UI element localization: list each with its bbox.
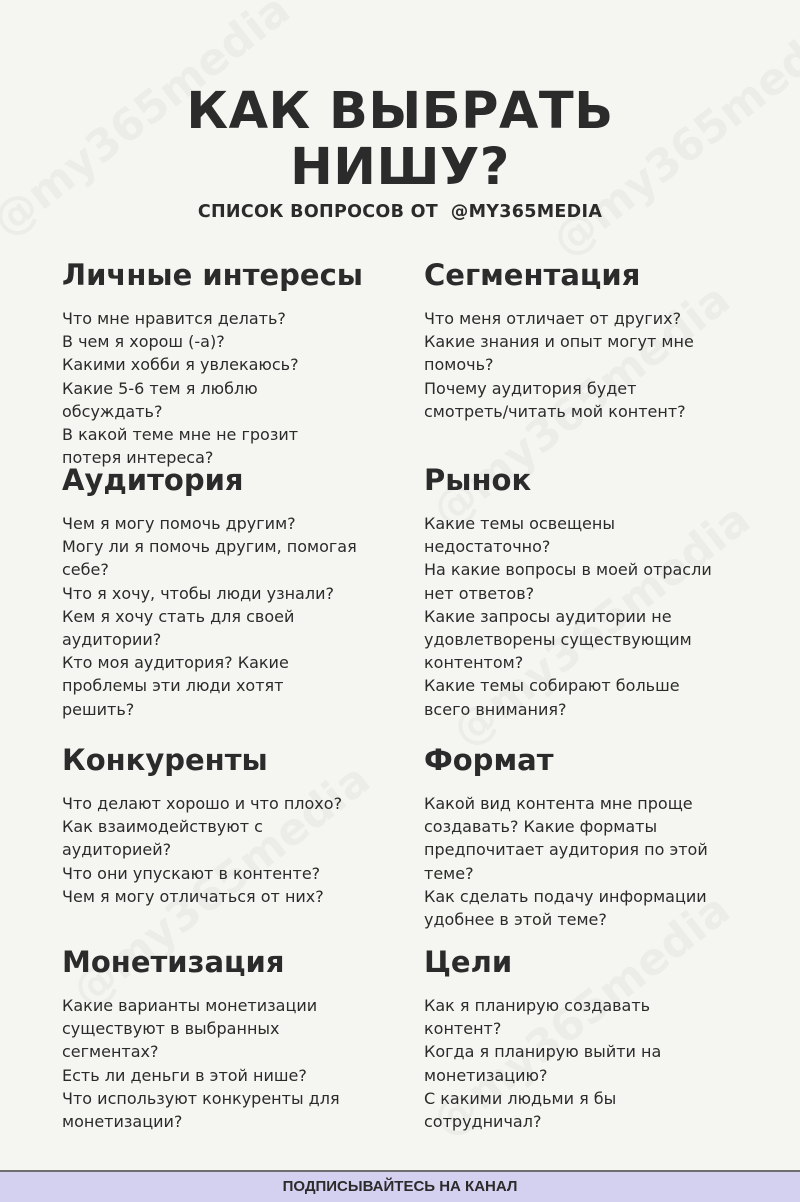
question-line: контент? — [424, 1019, 502, 1039]
question-line: Какие темы освещены — [424, 514, 615, 533]
section-segmentation — [424, 255, 764, 423]
question-line: обсуждать? — [62, 401, 163, 421]
question-line: монетизации? — [62, 1112, 183, 1132]
question-list — [62, 512, 402, 721]
question-line: Что они упускают в контенте? — [62, 863, 321, 883]
section-goals — [424, 942, 764, 1133]
question-line: контентом? — [424, 653, 524, 673]
question-line: Есть ли деньги в этой нише? — [62, 1065, 307, 1085]
question-line: аудитории? — [62, 630, 162, 650]
question-line: проблемы эти люди хотят — [62, 676, 284, 696]
section-audience — [62, 460, 402, 721]
section-heading: Сегментация — [424, 258, 641, 292]
question-line: смотреть/читать мой контент? — [424, 401, 686, 421]
question-list — [424, 307, 764, 423]
question-line: удобнее в этой теме? — [424, 910, 607, 930]
question-line: В чем я хорош (-а)? — [62, 332, 225, 352]
section-heading: Аудитория — [62, 463, 244, 497]
question-list — [62, 792, 402, 908]
question-list — [62, 307, 402, 469]
question-line: решить? — [62, 699, 135, 719]
question-list — [424, 512, 764, 721]
page-title — [0, 84, 800, 196]
question-line: сегментах? — [62, 1042, 159, 1062]
question-list — [424, 994, 764, 1133]
question-line: теме? — [424, 863, 474, 883]
question-line: аудиторией? — [62, 840, 172, 860]
subscribe-banner[interactable]: ПОДПИСЫВАЙТЕСЬ НА КАНАЛ — [0, 1170, 800, 1202]
question-list — [424, 792, 764, 931]
question-line: Что мне нравится делать? — [62, 309, 286, 328]
question-line: монетизацию? — [424, 1065, 548, 1085]
section-heading: Рынок — [424, 463, 532, 497]
question-line: удовлетворены существующим — [424, 630, 692, 650]
question-line: Как сделать подачу информации — [424, 886, 707, 906]
title-line-1: КАК ВЫБРАТЬ — [186, 82, 614, 141]
question-line: создавать? Какие форматы — [424, 817, 658, 837]
question-line: Что меня отличает от других? — [424, 309, 682, 328]
question-line: Когда я планирую выйти на — [424, 1042, 662, 1062]
section-monetization — [62, 942, 402, 1133]
question-line: Почему аудитория будет — [424, 378, 637, 398]
section-format — [424, 740, 764, 931]
question-line: сотрудничал? — [424, 1112, 542, 1132]
question-line: Что делают хорошо и что плохо? — [62, 794, 343, 813]
section-competitors — [62, 740, 402, 908]
question-line: Какой вид контента мне проще — [424, 794, 693, 813]
question-line: Какими хобби я увлекаюсь? — [62, 355, 299, 375]
section-heading: Монетизация — [62, 945, 285, 979]
question-line: недостаточно? — [424, 537, 551, 557]
question-line: Как взаимодействуют с — [62, 817, 263, 837]
question-line: Что я хочу, чтобы люди узнали? — [62, 583, 334, 603]
section-heading: Конкуренты — [62, 743, 268, 777]
question-line: Какие темы собирают больше — [424, 676, 680, 696]
question-line: Какие 5-6 тем я люблю — [62, 378, 258, 398]
question-list — [62, 994, 402, 1133]
subtitle: СПИСОК ВОПРОСОВ ОТ @MY365MEDIA — [197, 202, 603, 222]
title-line-2: НИШУ? — [290, 138, 510, 197]
section-heading: Личные интересы — [62, 258, 364, 292]
question-line: Кем я хочу стать для своей — [62, 606, 295, 626]
question-line: Как я планирую создавать — [424, 996, 651, 1015]
question-line: существуют в выбранных — [62, 1019, 280, 1039]
question-line: Кто моя аудитория? Какие — [62, 653, 289, 673]
question-line: Какие запросы аудитории не — [424, 606, 672, 626]
question-line: потеря интереса? — [62, 448, 214, 468]
question-line: В какой теме мне не грозит — [62, 425, 299, 445]
section-market — [424, 460, 764, 721]
question-line: На какие вопросы в моей отрасли — [424, 560, 712, 580]
question-line: Что используют конкуренты для — [62, 1088, 340, 1108]
question-line: Какие знания и опыт могут мне — [424, 332, 694, 352]
question-line: нет ответов? — [424, 583, 535, 603]
question-line: предпочитает аудитория по этой — [424, 840, 708, 860]
question-line: С какими людьми я бы — [424, 1088, 617, 1108]
section-personal-interests — [62, 255, 402, 469]
section-heading: Формат — [424, 743, 554, 777]
question-line: Могу ли я помочь другим, помогая — [62, 537, 357, 557]
question-line: Какие варианты монетизации — [62, 996, 318, 1015]
question-line: себе? — [62, 560, 109, 580]
question-line: помочь? — [424, 355, 494, 375]
question-line: Чем я могу отличаться от них? — [62, 886, 324, 906]
question-line: Чем я могу помочь другим? — [62, 514, 296, 533]
section-heading: Цели — [424, 945, 513, 979]
question-line: всего внимания? — [424, 699, 567, 719]
